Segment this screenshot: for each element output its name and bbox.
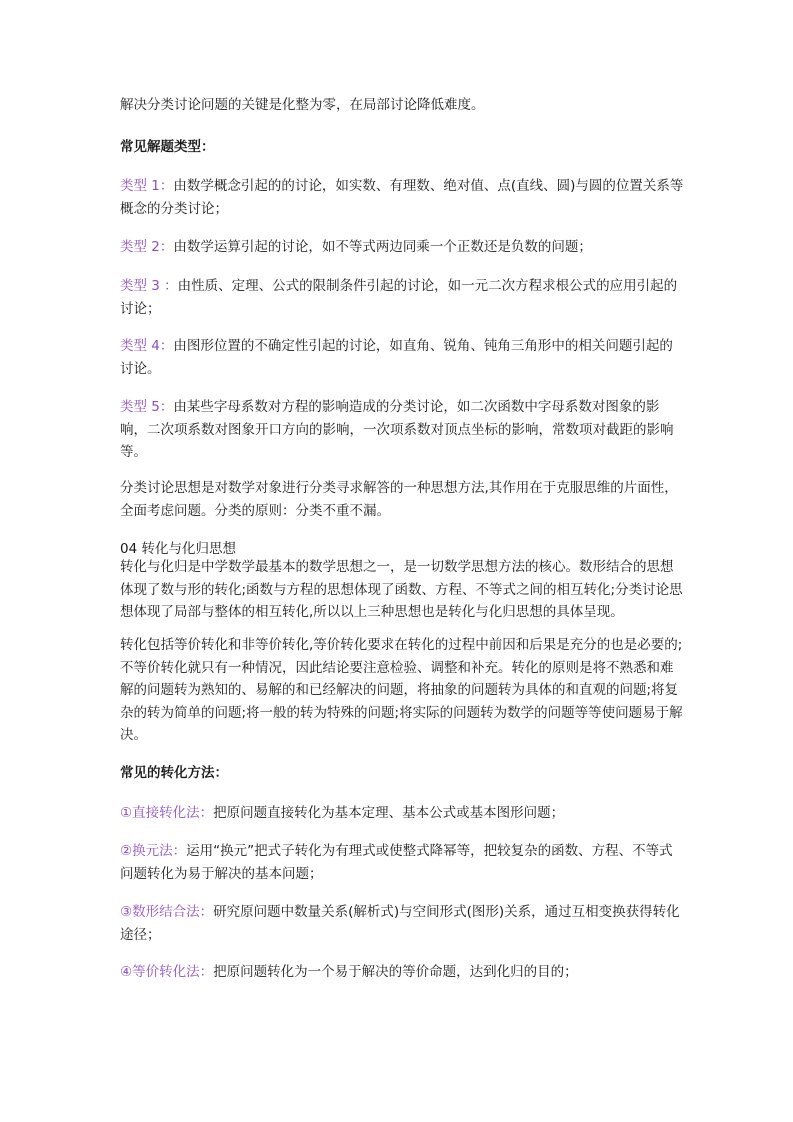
type-item: [120, 335, 685, 380]
method-label: ②换元法：: [120, 843, 187, 859]
method-label: ③数形结合法：: [120, 904, 214, 920]
type-item: [120, 175, 685, 220]
method-item: [120, 901, 685, 946]
type-text: 由图形位置的不确定性引起的讨论，如直角、锐角、钝角三角形中的相关问题引起的讨论。: [120, 338, 673, 377]
methods-heading: 常见的转化方法：: [120, 765, 228, 781]
type-item: [120, 236, 685, 259]
section-paragraph: 转化包括等价转化和非等价转化,等价转化要求在转化的过程中前因和后果是充分的也是必要的;不等价转化就只有一种情况，因此结论要注意检验、调整和补充。转化的原则是将不熟悉和难解的问题转为熟知的、易解的和已经解决的问题，将抽象的问题转为具体的和直观的问题;将复杂的转为简单的问题;将一般的转为特殊的问题;将实际的问题转为数学的问题等等使问题易于解决。: [120, 637, 683, 743]
method-text: 把原问题转化为一个易于解决的等价命题，达到化归的目的；: [213, 964, 578, 980]
section-paragraph: 转化与化归是中学数学最基本的数学思想之一，是一切数学思想方法的核心。数形结合的思想体现了数与形的转化;函数与方程的思想体现了函数、方程、不等式之间的相互转化;分类讨论思想体现了局部与整体的相互转化,所以以上三种思想也是转化与化归思想的具体呈现。: [120, 559, 683, 620]
type-text: 由性质、定理、公式的限制条件引起的讨论，如一元二次方程求根公式的应用引起的讨论；: [120, 278, 678, 317]
method-item: [120, 802, 685, 825]
type-label: 类型 3 ：: [120, 278, 178, 294]
type-label: 类型 2：: [120, 239, 174, 255]
method-item: [120, 961, 685, 984]
method-text: 运用“换元”把式子转化为有理式或使整式降幂等，把较复杂的函数、方程、不等式问题转化为易于解决的基本问题；: [120, 843, 673, 882]
method-label: ①直接转化法：: [120, 805, 214, 821]
type-item: [120, 396, 685, 464]
type-text: 由数学概念引起的的讨论，如实数、有理数、绝对值、点(直线、圆)与圆的位置关系等概念的分类讨论；: [120, 178, 684, 217]
type-label: 类型 1：: [120, 178, 174, 194]
type-item: [120, 275, 685, 320]
summary-paragraph: 分类讨论思想是对数学对象进行分类寻求解答的一种思想方法,其作用在于克服思维的片面性，全面考虑问题。分类的原则：分类不重不漏。: [120, 480, 678, 519]
intro-paragraph: 解决分类讨论问题的关键是化整为零，在局部讨论降低难度。: [120, 97, 485, 113]
types-heading: 常见解题类型：: [120, 139, 215, 155]
type-label: 类型 4：: [120, 338, 174, 354]
type-text: 由某些字母系数对方程的影响造成的分类讨论，如二次函数中字母系数对图象的影响，二次项系数对图象开口方向的影响，一次项系数对顶点坐标的影响，常数项对截距的影响等。: [120, 399, 674, 460]
method-item: [120, 840, 685, 885]
type-text: 由数学运算引起的讨论，如不等式两边同乘一个正数还是负数的问题；: [173, 239, 592, 255]
type-label: 类型 5：: [120, 399, 174, 415]
section-title: 04 转化与化归思想: [120, 541, 236, 557]
method-text: 把原问题直接转化为基本定理、基本公式或基本图形问题；: [213, 805, 565, 821]
method-text: 研究原问题中数量关系(解析式)与空间形式(图形)关系，通过互相变换获得转化途径；: [120, 904, 680, 943]
method-label: ④等价转化法：: [120, 964, 214, 980]
